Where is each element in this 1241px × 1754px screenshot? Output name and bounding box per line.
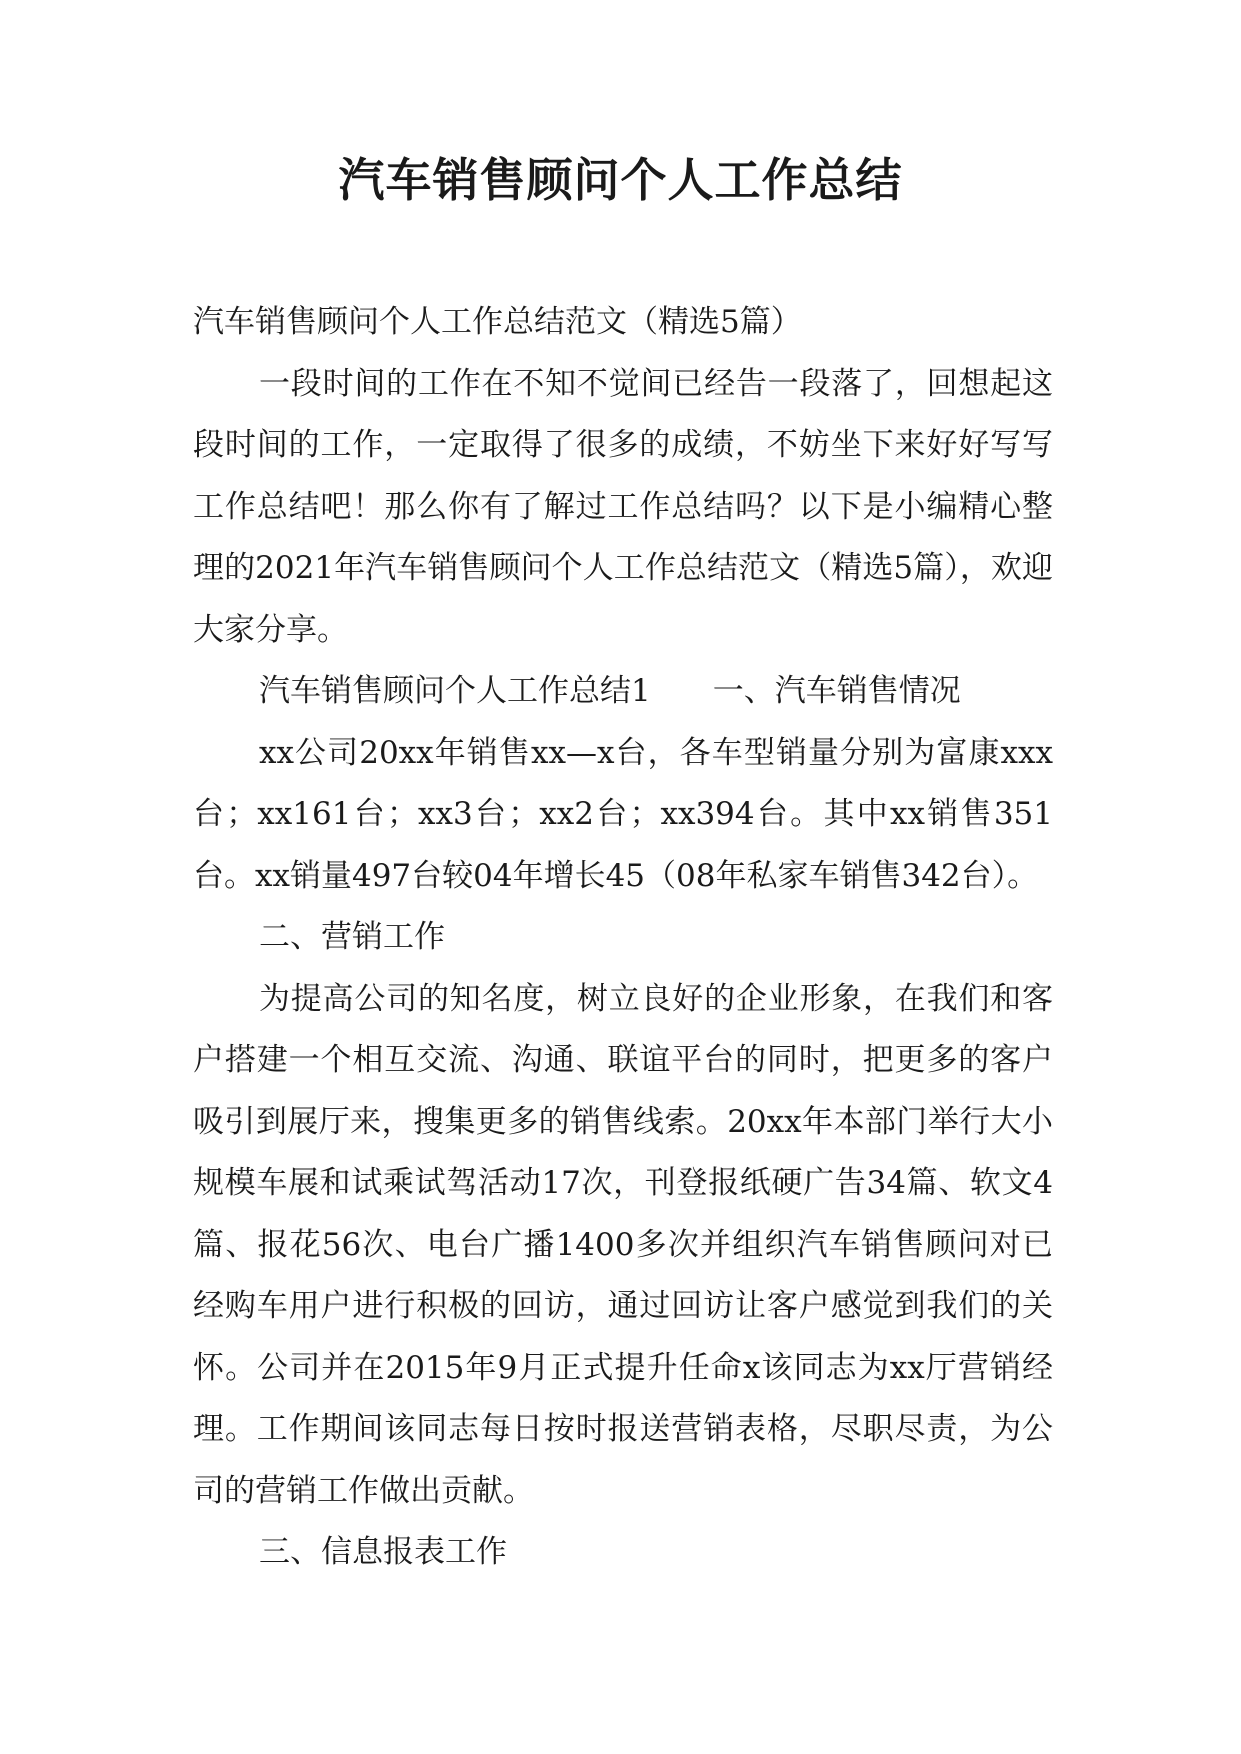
document-body	[193, 292, 1053, 1584]
intro-paragraph: 一段时间的工作在不知不觉间已经告一段落了，回想起这段时间的工作，一定取得了很多的成绩，不妨坐下来好好写写工作总结吧！那么你有了解过工作总结吗？以下是小编精心整理的2021年汽车销售顾问个人工作总结范文（精选5篇），欢迎大家分享。	[193, 365, 1053, 648]
section1-paragraph: xx公司20xx年销售xx—x台，各车型销量分别为富康xxx台；xx161台；xx3台；xx2台；xx394台。其中xx销售351台。xx销量497台较04年增长45（08年私家车销售342台）。	[193, 734, 1053, 894]
section1-heading: 一、汽车销售情况	[712, 673, 961, 709]
article-heading-line	[193, 661, 1053, 723]
section2-paragraph: 为提高公司的知名度，树立良好的企业形象，在我们和客户搭建一个相互交流、沟通、联谊平台的同时，把更多的客户吸引到展厅来，搜集更多的销售线索。20xx年本部门举行大小规模车展和试乘试驾活动17次，刊登报纸硬广告34篇、软文4篇、报花56次、电台广播1400多次并组织汽车销售顾问对已经购车用户进行积极的回访，通过回访让客户感觉到我们的关怀。公司并在2015年9月正式提升任命x该同志为xx厅营销经理。工作期间该同志每日按时报送营销表格，尽职尽责，为公司的营销工作做出贡献。	[193, 980, 1053, 1509]
document-title: 汽车销售顾问个人工作总结	[338, 153, 903, 207]
document-subtitle: 汽车销售顾问个人工作总结范文（精选5篇）	[193, 304, 802, 340]
article-heading: 汽车销售顾问个人工作总结1	[259, 673, 651, 709]
section3-heading: 三、信息报表工作	[259, 1534, 507, 1570]
section2-heading: 二、营销工作	[259, 919, 445, 955]
